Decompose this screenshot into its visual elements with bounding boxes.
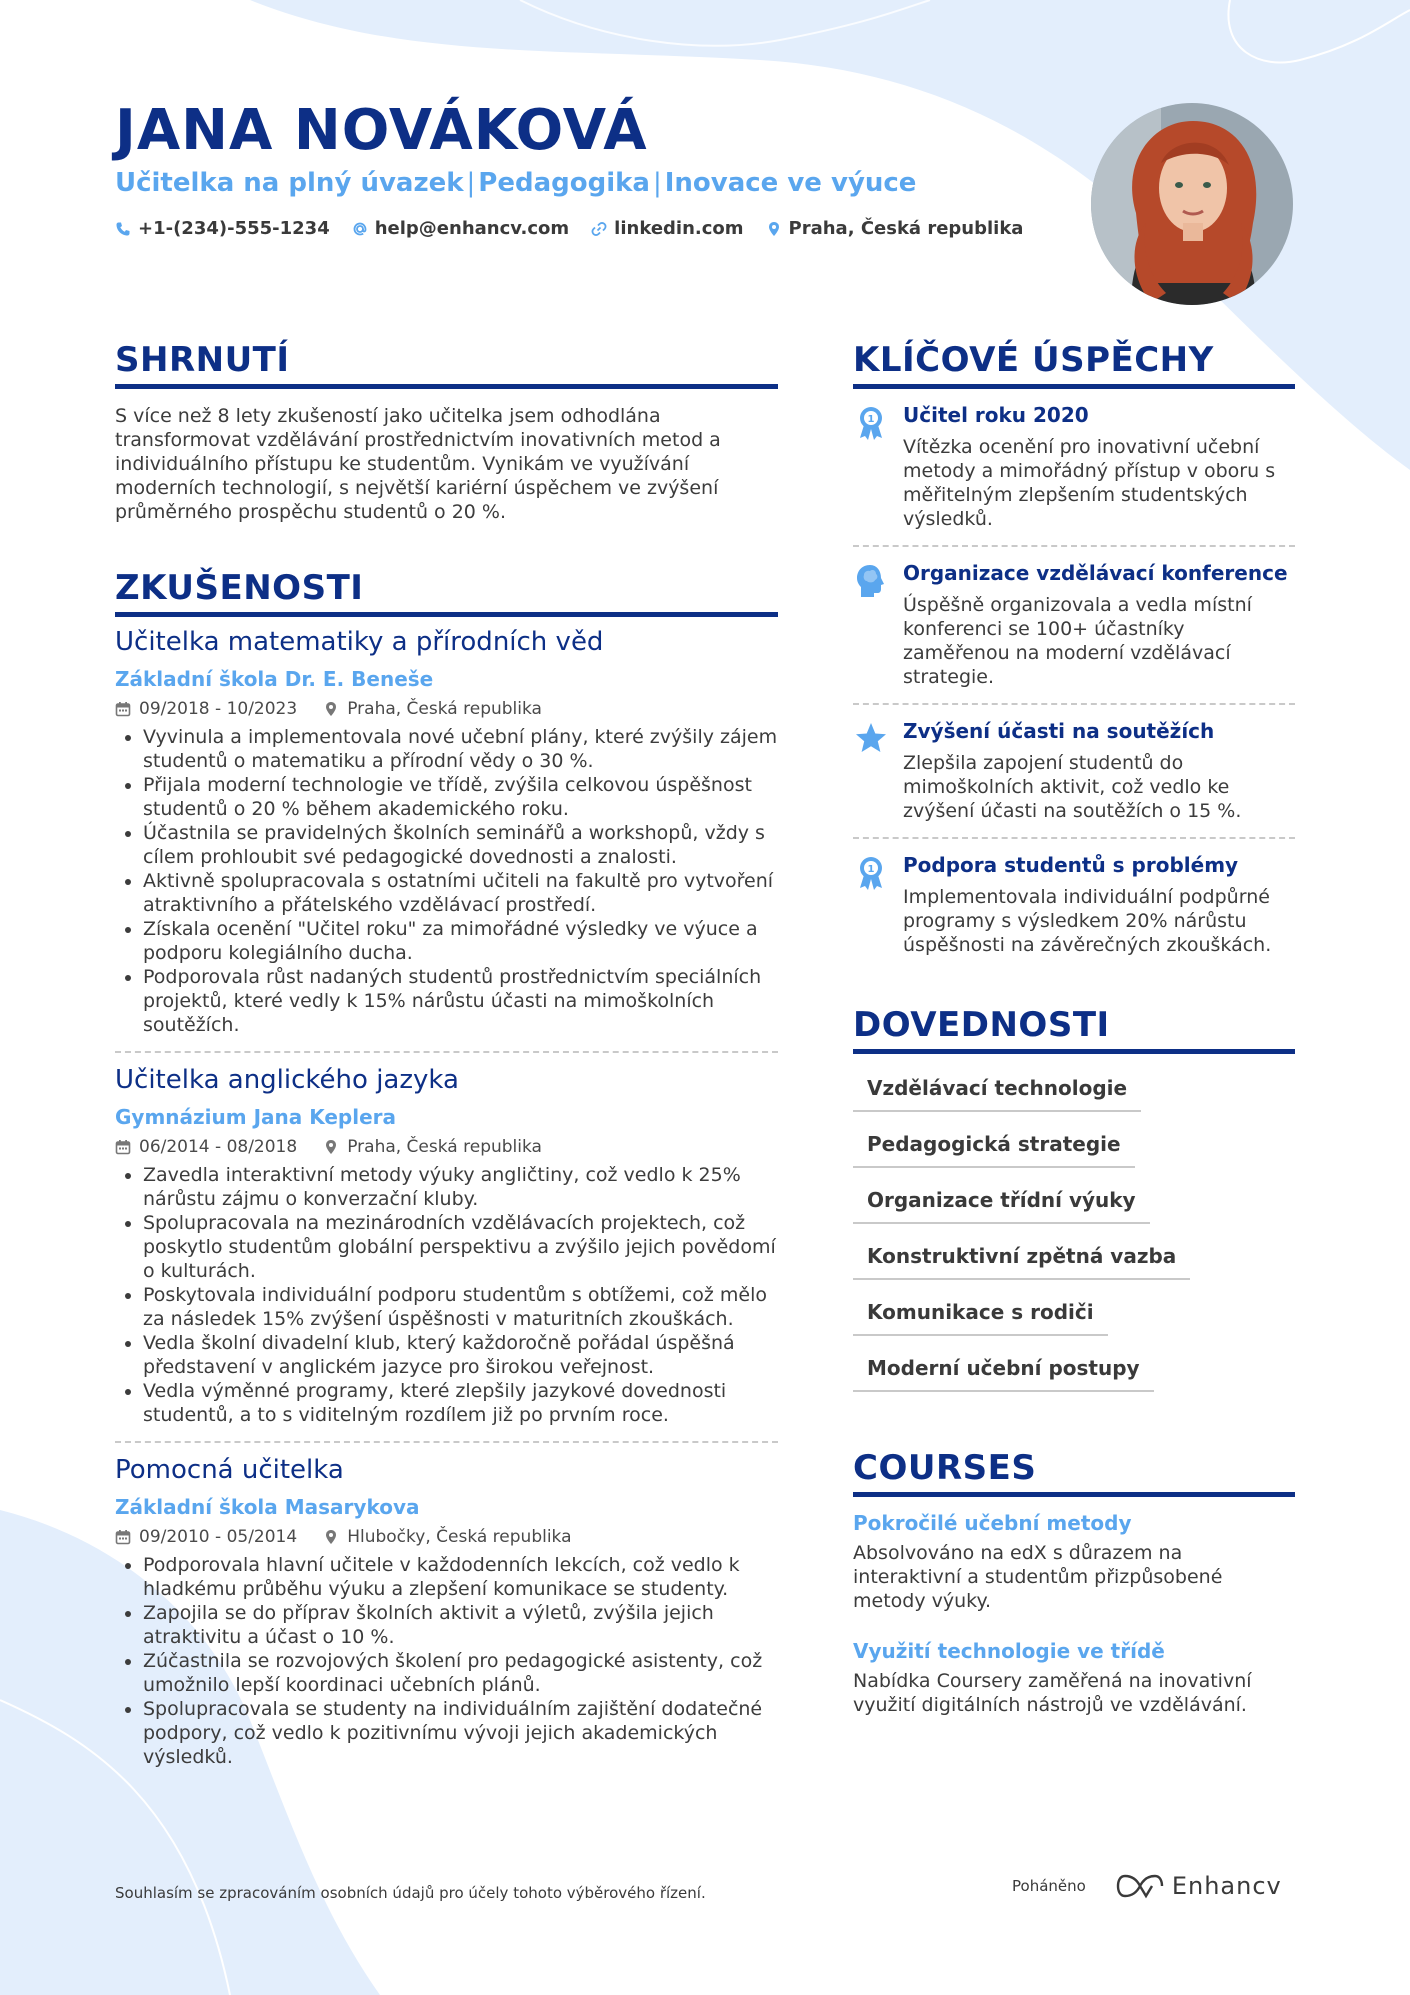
contact-phone[interactable] [115, 218, 330, 239]
candidate-name: JANA NOVÁKOVÁ [115, 98, 648, 163]
job-dates [115, 699, 297, 719]
infinity-logo-icon [1116, 1873, 1164, 1899]
skill-tag: Pedagogická strategie [853, 1124, 1135, 1168]
right-column [853, 340, 1295, 1743]
skill-tag: Komunikace s rodiči [853, 1292, 1108, 1336]
powered-by[interactable] [1012, 1872, 1282, 1900]
company-name: Základní škola Masarykova [115, 1495, 420, 1519]
location-text: Praha, Česká republika [347, 1137, 542, 1157]
job-title: Učitelka anglického jazyka [115, 1065, 459, 1095]
achievement-title: Podpora studentů s problémy [903, 853, 1239, 877]
tagline [115, 168, 916, 198]
bullet-item: • Zapojila se do příprav školních aktivit a výletů, zvýšila jejich atraktivitu a účast o 10 %. [143, 1601, 778, 1649]
summary-text: S více než 8 lety zkušeností jako učitelka jsem odhodlána transformovat vzdělávání prostřednictvím inovativních metod a individuálního přístupu ke studentům. Vynikám ve využívání moderních technologií, s největší kariérní úspěchem ve zvýšení průměrného prospěchu studentů o 20 %. [115, 405, 721, 523]
skills-heading: DOVEDNOSTI [853, 1005, 1295, 1054]
achievements-list [853, 389, 1295, 971]
bullet-item: • Zúčastnila se rozvojových školení pro pedagogické asistenty, což umožnilo lepší koordinaci učebních plánů. [143, 1649, 778, 1697]
brand-name: Enhancv [1171, 1872, 1282, 1900]
calendar-icon [115, 1139, 131, 1155]
bullet-item: • Vedla výměnné programy, které zlepšily jazykové dovednosti studentů, a to s viditelným rozdílem již po prvním roce. [143, 1379, 778, 1427]
courses-heading: COURSES [853, 1448, 1295, 1497]
enhancv-logo [1116, 1872, 1282, 1900]
tagline-separator: | [466, 168, 476, 198]
calendar-icon [115, 1529, 131, 1545]
location-text: Praha, Česká republika [347, 699, 542, 719]
job-dates [115, 1527, 297, 1547]
bullet-item: • Vyvinula a implementovala nové učební plány, které zvýšily zájem studentů o matematiku a přírodní vědy o 30 %. [143, 725, 778, 773]
dates-text: 06/2014 - 08/2018 [139, 1137, 298, 1157]
job-entry [115, 1065, 778, 1443]
skill-tag: Konstruktivní zpětná vazba [853, 1236, 1190, 1280]
job-entry [115, 1455, 778, 1783]
star-icon [853, 719, 889, 823]
linkedin-text: linkedin.com [614, 218, 744, 239]
course-title: Pokročilé učební metody [853, 1511, 1132, 1535]
phone-text: +1-(234)-555-1234 [138, 218, 330, 239]
job-bullets [115, 1163, 778, 1427]
tagline-field: Pedagogika [478, 168, 650, 198]
award-ribbon-icon [853, 403, 889, 531]
location-pin-icon [323, 1139, 339, 1155]
consent-footer: Souhlasím se zpracováním osobních údajů pro účely tohoto výběrového řízení. [115, 1884, 706, 1902]
job-location [323, 1527, 571, 1547]
job-meta [115, 699, 778, 719]
achievements-heading: KLÍČOVÉ ÚSPĚCHY [853, 340, 1295, 389]
bullet-item: • Přijala moderní technologie ve třídě, zvýšila celkovou úspěšnost studentů o 20 % během akademického roku. [143, 773, 778, 821]
location-text: Praha, Česká republika [788, 218, 1024, 239]
course-item [853, 1511, 1295, 1613]
dates-text: 09/2018 - 10/2023 [139, 699, 298, 719]
svg-text:1: 1 [867, 864, 875, 875]
phone-icon [115, 221, 131, 237]
course-title: Využití technologie ve třídě [853, 1639, 1165, 1663]
location-pin-icon [323, 701, 339, 717]
bullet-item: • Účastnila se pravidelných školních seminářů a workshopů, vždy s cílem prohloubit své pedagogické dovednosti a znalosti. [143, 821, 778, 869]
job-bullets [115, 725, 778, 1037]
location-text: Hlubočky, Česká republika [347, 1527, 572, 1547]
head-brain-icon [853, 561, 889, 689]
course-item [853, 1639, 1295, 1717]
achievement-item [853, 705, 1295, 839]
achievement-item [853, 839, 1295, 971]
bullet-item: • Zavedla interaktivní metody výuky angličtiny, což vedlo k 25% nárůstu zájmu o konverzační kluby. [143, 1163, 778, 1211]
company-name: Základní škola Dr. E. Beneše [115, 667, 434, 691]
job-location [323, 699, 542, 719]
job-location [323, 1137, 542, 1157]
achievement-title: Zvýšení účasti na soutěžích [903, 719, 1215, 743]
job-dates [115, 1137, 297, 1157]
profile-photo [1091, 103, 1293, 305]
job-title: Učitelka matematiky a přírodních věd [115, 627, 604, 657]
location-pin-icon [766, 221, 782, 237]
course-desc: Absolvováno na edX s důrazem na interaktivní a studentům přizpůsobené metody výuky. [853, 1542, 1223, 1612]
powered-by-label: Poháněno [1012, 1877, 1086, 1895]
course-desc: Nabídka Coursery zaměřená na inovativní využití digitálních nástrojů ve vzdělávání. [853, 1670, 1252, 1716]
bullet-item: • Vedla školní divadelní klub, který každoročně pořádal úspěšná představení v anglickém jazyce pro širokou veřejnost. [143, 1331, 778, 1379]
skill-tag: Vzdělávací technologie [853, 1068, 1141, 1112]
experience-heading: ZKUŠENOSTI [115, 568, 778, 617]
portrait-illustration [1091, 103, 1293, 305]
job-meta [115, 1527, 778, 1547]
achievement-title: Organizace vzdělávací konference [903, 561, 1288, 585]
tagline-role: Učitelka na plný úvazek [115, 168, 464, 198]
contact-email[interactable] [352, 218, 569, 239]
contact-linkedin[interactable] [591, 218, 743, 239]
calendar-icon [115, 701, 131, 717]
job-entry [115, 627, 778, 1053]
dates-text: 09/2010 - 05/2014 [139, 1527, 298, 1547]
achievement-desc: Vítězka ocenění pro inovativní učební metody a mimořádný přístup v oboru s měřitelným zlepšením studentských výsledků. [903, 436, 1276, 530]
at-icon [352, 221, 368, 237]
bullet-item: • Spolupracovala na mezinárodních vzdělávacích projektech, což poskytlo studentům globální perspektivu a zvýšilo jejich povědomí o kulturách. [143, 1211, 778, 1283]
company-name: Gymnázium Jana Keplera [115, 1105, 397, 1129]
tagline-separator: | [652, 168, 662, 198]
job-title: Pomocná učitelka [115, 1455, 344, 1485]
job-bullets [115, 1553, 778, 1769]
achievement-desc: Zlepšila zapojení studentů do mimoškolních aktivit, což vedlo ke zvýšení účasti na soutěžích o 15 %. [903, 752, 1242, 822]
email-text: help@enhancv.com [374, 218, 570, 239]
skills-list [853, 1068, 1295, 1404]
link-icon [591, 221, 607, 237]
award-ribbon-icon [853, 853, 889, 957]
achievement-desc: Implementovala individuální podpůrné programy s výsledkem 20% nárůstu úspěšnosti na závěrečných zkouškách. [903, 886, 1272, 956]
summary-heading: SHRNUTÍ [115, 340, 778, 389]
bullet-item: • Podporovala růst nadaných studentů prostřednictvím speciálních projektů, které vedly k 15% nárůstu účasti na mimoškolních soutěžích. [143, 965, 778, 1037]
achievement-desc: Úspěšně organizovala a vedla místní konferenci se 100+ účastníky zaměřenou na moderní vzdělávací strategie. [903, 594, 1252, 688]
achievement-item [853, 547, 1295, 705]
contact-location [766, 218, 1024, 239]
tagline-focus: Inovace ve výuce [664, 168, 917, 198]
skill-tag: Moderní učební postupy [853, 1348, 1154, 1392]
bullet-item: • Spolupracovala se studenty na individuálním zajištění dodatečné podpory, což vedlo k pozitivnímu vývoji jejich akademických výsledků. [143, 1697, 778, 1769]
svg-text:1: 1 [867, 414, 875, 425]
bullet-item: • Aktivně spolupracovala s ostatními učiteli na fakultě pro vytvoření atraktivního a přátelského vzdělávací prostředí. [143, 869, 778, 917]
left-column [115, 340, 778, 1795]
skill-tag: Organizace třídní výuky [853, 1180, 1150, 1224]
bullet-item: • Podporovala hlavní učitele v každodenních lekcích, což vedlo k hladkému průběhu výuku a zlepšení komunikace se studenty. [143, 1553, 778, 1601]
bullet-item: • Získala ocenění "Učitel roku" za mimořádné výsledky ve výuce a podporu kolegiálního ducha. [143, 917, 778, 965]
bullet-item: • Poskytovala individuální podporu studentům s obtížemi, což mělo za následek 15% zvýšení úspěšnosti v maturitních zkouškách. [143, 1283, 778, 1331]
job-meta [115, 1137, 778, 1157]
achievement-title: Učitel roku 2020 [903, 403, 1089, 427]
achievement-item [853, 389, 1295, 547]
contact-bar [115, 218, 1023, 239]
location-pin-icon [323, 1529, 339, 1545]
